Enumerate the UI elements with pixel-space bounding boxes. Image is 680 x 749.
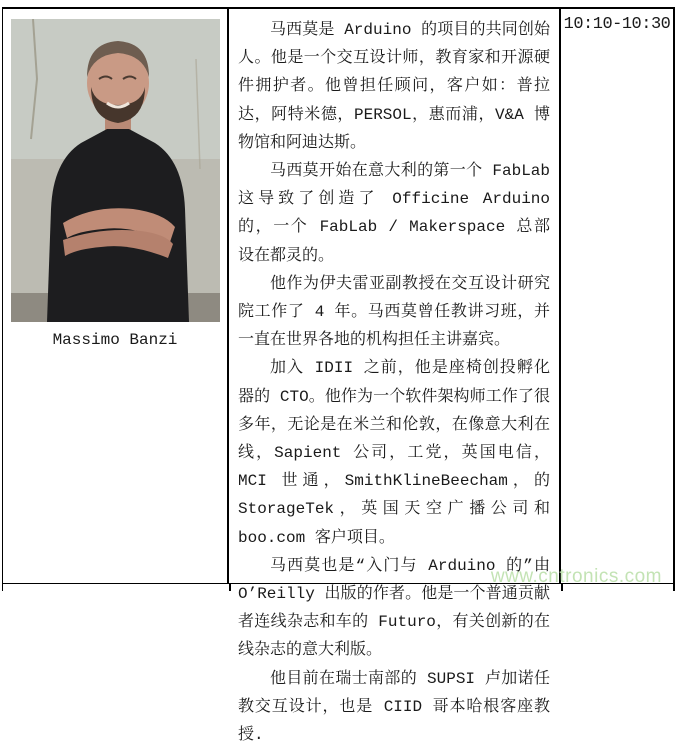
watermark: www.cntronics.com: [490, 566, 662, 587]
bio-paragraph: 马西莫开始在意大利的第一个 FabLab 这导致了创造了 Officine Arduino 的，一个 FabLab / Makerspace 总部设在都灵的。: [238, 162, 550, 265]
speaker-name: Massimo Banzi: [52, 331, 178, 349]
schedule-table-row: [2, 7, 675, 745]
bio-paragraph: 马西莫是 Arduino 的项目的共同创始人。他是一个交互设计师，教育家和开源硬件拥护者。他曾担任顾问，客户如：普拉达，阿特米德，PERSOL，惠而浦，V&A 博物馆和阿迪达斯。: [238, 21, 550, 152]
speaker-bio: [229, 9, 561, 745]
bio-paragraph: 他目前在瑞士南部的 SUPSI 卢加诺任教交互设计，也是 CIID 哥本哈根客座教授.: [238, 669, 550, 745]
session-time-cell: [561, 9, 673, 583]
bio-paragraph: 加入 IDII 之前，他是座椅创投孵化器的 CTO。他作为一个软件架构师工作了很多年，无论是在米兰和伦敦，在像意大利在线，Sapient 公司，工党，英国电信，MCI 世通，SmithKlineBeecham，的 StorageTek，英国天空广播公司和 boo.com 客户项目。: [238, 359, 550, 547]
session-time: 10:10-10:30: [563, 15, 671, 34]
speaker-photo: [11, 19, 220, 322]
bio-paragraph: 马西莫也是“入门与 Arduino 的”由 O’Reilly 出版的作者。他是一个普通贡献者连线杂志和车的 Futuro，有关创新的在线杂志的意大利版。: [238, 556, 550, 660]
bio-paragraph: 他作为伊夫雷亚副教授在交互设计研究院工作了 4 年。马西莫曾任教讲习班，并一直在世界各地的机构担任主讲嘉宾。: [238, 274, 550, 350]
speaker-photo-cell: [3, 9, 229, 583]
